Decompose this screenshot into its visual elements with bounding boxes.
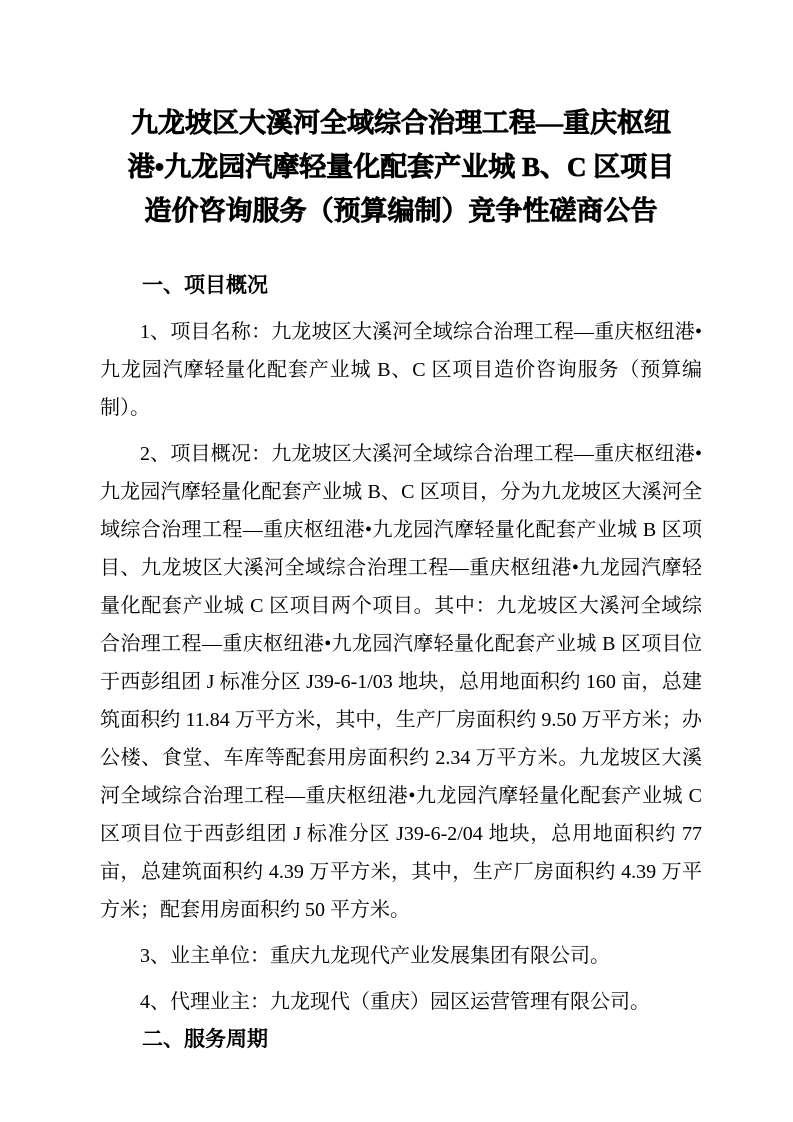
section-heading-service-period: 二、服务周期: [142, 1028, 268, 1051]
document-title-line-3: 造价咨询服务（预算编制）竞争性磋商公告: [144, 196, 658, 226]
paragraph-project-name: 1、项目名称：九龙坡区大溪河全域综合治理工程—重庆枢纽港•九龙园汽摩轻量化配套产业城 B、C 区项目造价咨询服务（预算编制）。: [100, 321, 702, 419]
paragraph-agent-owner: 4、代理业主：九龙现代（重庆）园区运营管理有限公司。: [140, 991, 650, 1013]
paragraph-project-overview: 2、项目概况：九龙坡区大溪河全域综合治理工程—重庆枢纽港•九龙园汽摩轻量化配套产业城 B、C 区项目，分为九龙坡区大溪河全域综合治理工程—重庆枢纽港•九龙园汽摩轻量化配套产业城 B 区项目、九龙坡区大溪河全域综合治理工程—重庆枢纽港•九龙园汽摩轻量化配套产业城 C 区项目两个项目。其中：九龙坡区大溪河全域综合治理工程—重庆枢纽港•九龙园汽摩轻量化配套产业城 B 区项目位于西彭组团 J 标准分区 J39-6-1/03 地块，总用地面积约 160 亩，总建筑面积约 11.84 万平方米，其中，生产厂房面积约 9.50 万平方米；办公楼、食堂、车库等配套用房面积约 2.34 万平方米。九龙坡区大溪河全域综合治理工程—重庆枢纽港•九龙园汽摩轻量化配套产业城 C 区项目位于西彭组团 J 标准分区 J39-6-2/04 地块，总用地面积约 77 亩，总建筑面积约 4.39 万平方米，其中，生产厂房面积约 4.39 万平方米；配套用房面积约 50 平方米。: [100, 443, 702, 921]
document-title-line-1: 九龙坡区大溪河全域综合治理工程—重庆枢纽: [131, 108, 671, 138]
section-heading-project-overview: 一、项目概况: [142, 274, 268, 297]
document-title: [100, 101, 702, 233]
document-title-line-2: 港•九龙园汽摩轻量化配套产业城 B、C 区项目: [127, 152, 675, 182]
paragraph-owner-unit: 3、业主单位：重庆九龙现代产业发展集团有限公司。: [140, 945, 610, 967]
